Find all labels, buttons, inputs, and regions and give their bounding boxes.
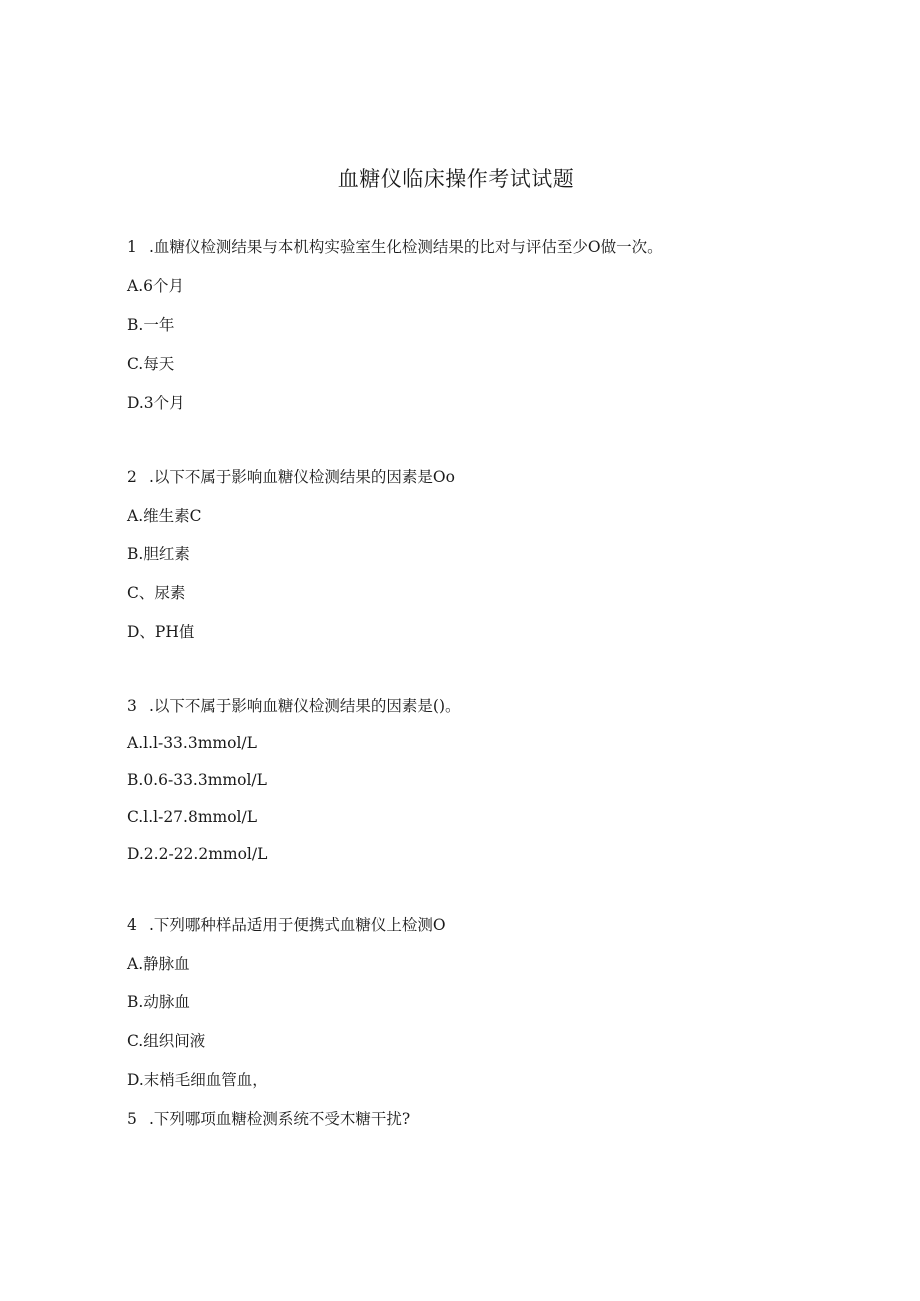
question-2 <box>127 466 455 488</box>
question-1-option-c: C.每天 <box>127 355 175 373</box>
page-title: 血糖仪临床操作考试试题 <box>337 167 575 191</box>
question-3-option-a: A.l.l-33.3mmol∕L <box>127 734 257 752</box>
question-1 <box>127 236 663 258</box>
question-3-option-b: B.0.6-33.3mmol∕L <box>127 771 267 789</box>
question-number: 3 <box>127 697 137 715</box>
question-number: 5 <box>127 1110 137 1128</box>
question-number: 2 <box>127 468 137 486</box>
question-2-option-c: C、尿素 <box>127 584 186 602</box>
question-number: 1 <box>127 238 137 256</box>
question-4-option-d: D.末梢毛细血管血， <box>127 1071 268 1089</box>
question-2-option-d: D、PH值 <box>127 623 195 641</box>
question-5 <box>127 1108 410 1130</box>
question-number: 4 <box>127 916 137 934</box>
question-4-option-a: A.静脉血 <box>127 955 190 973</box>
question-3-option-d: D.2.2-22.2mmol∕L <box>127 845 268 863</box>
question-2-option-b: B.胆红素 <box>127 545 190 563</box>
question-1-option-a: A.6个月 <box>127 277 184 295</box>
question-text: .以下不属于影响血糖仪检测结果的因素是Oo <box>149 468 455 486</box>
question-4 <box>127 914 446 936</box>
question-4-option-b: B.动脉血 <box>127 993 190 1011</box>
question-4-option-c: C.组织间液 <box>127 1032 206 1050</box>
question-1-option-b: B.一年 <box>127 316 175 334</box>
question-2-option-a: A.维生素C <box>127 507 202 525</box>
question-text: .下列哪种样品适用于便携式血糖仪上检测O <box>149 916 446 934</box>
question-3-option-c: C.l.l-27.8mmol∕L <box>127 808 258 826</box>
question-text: .血糖仪检测结果与本机构实验室生化检测结果的比对与评估至少O做一次。 <box>149 238 663 256</box>
question-text: .下列哪项血糖检测系统不受木糖干扰? <box>149 1110 411 1128</box>
question-text: .以下不属于影响血糖仪检测结果的因素是()。 <box>149 697 461 715</box>
question-3 <box>127 695 461 717</box>
question-1-option-d: D.3个月 <box>127 394 185 412</box>
